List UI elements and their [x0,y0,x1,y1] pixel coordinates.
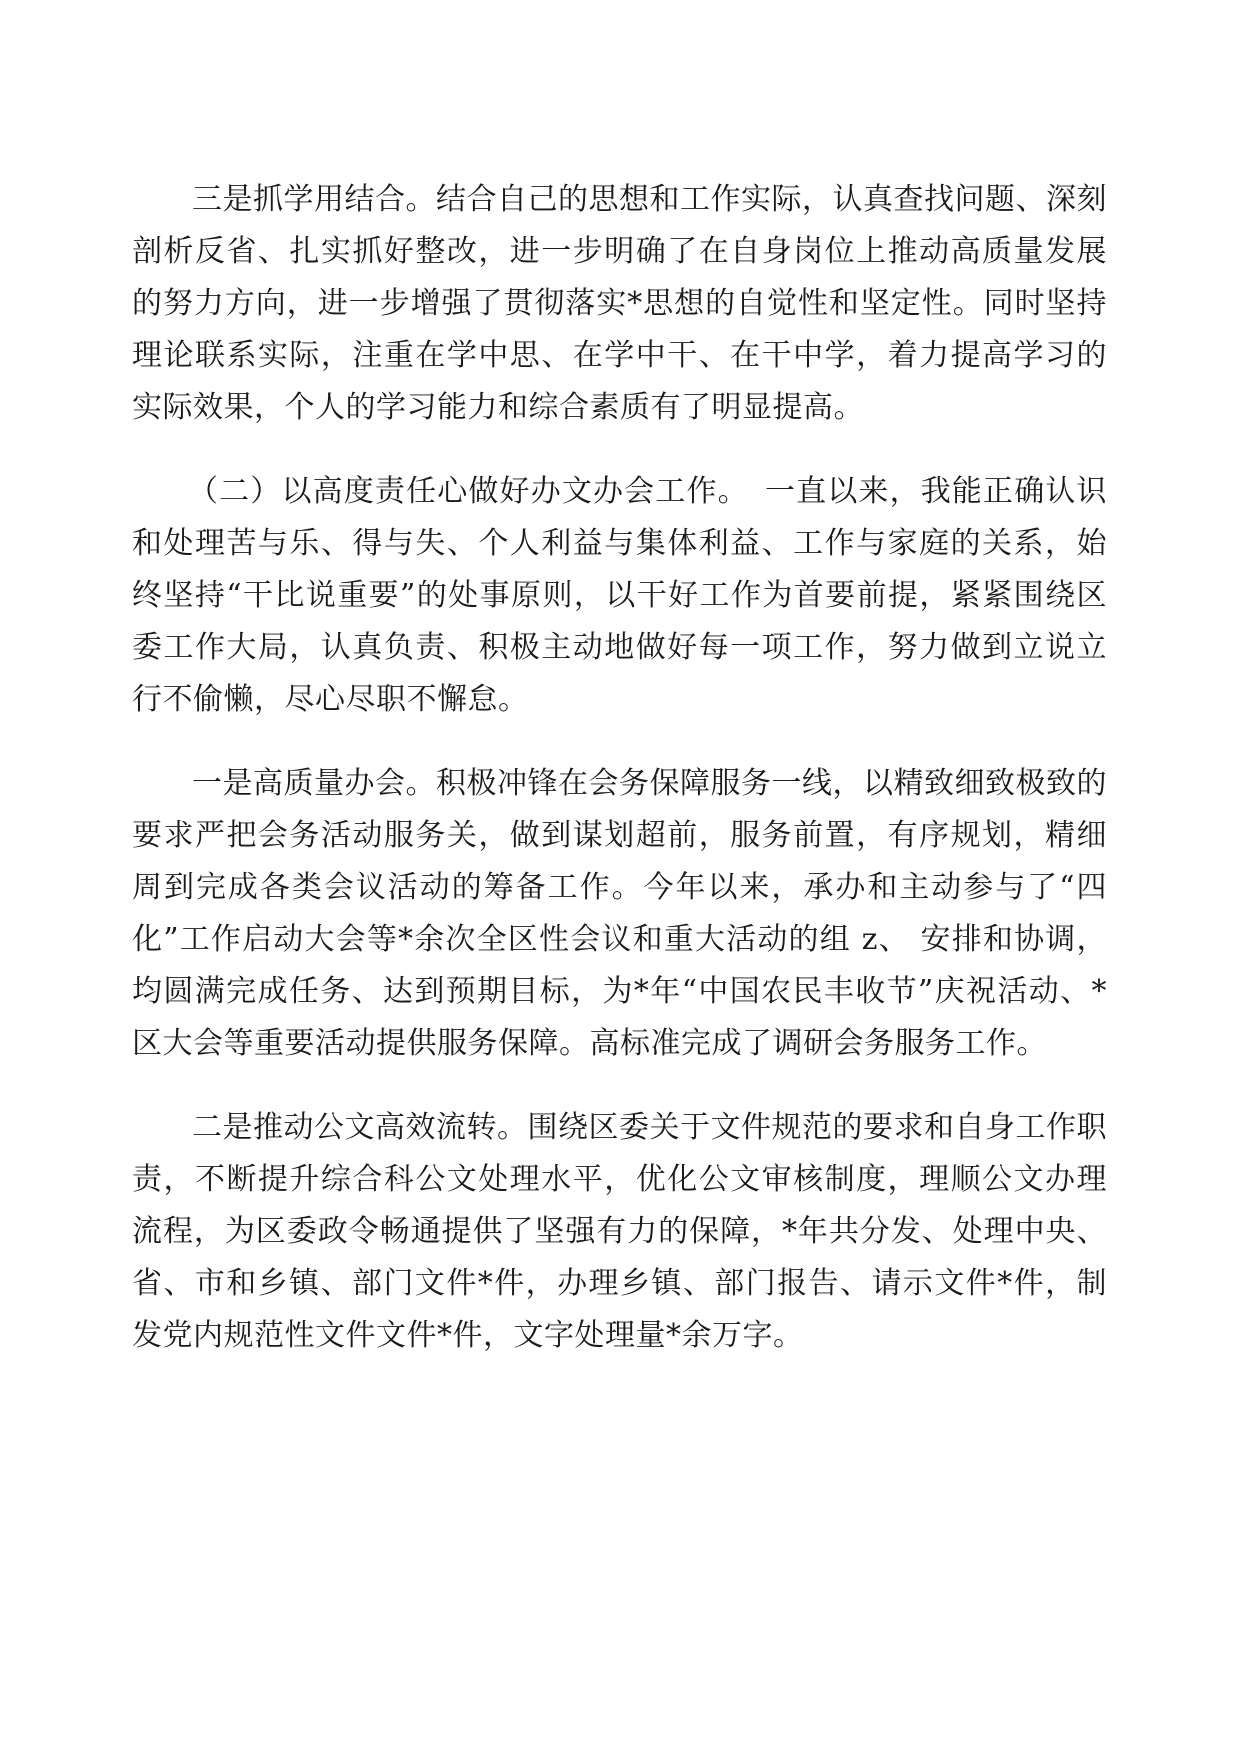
paragraph-study-application: 三是抓学用结合。结合自己的思想和工作实际，认真查找问题、深刻剖析反省、扎实抓好整改，进一步明确了在自身岗位上推动高质量发展的努力方向，进一步增强了贯彻落实*思想的自觉性和坚定性。同时坚持理论联系实际，注重在学中思、在学中干、在干中学，着力提高学习的实际效果，个人的学习能力和综合素质有了明显提高。 [132,182,1107,425]
document-body [132,174,1107,1394]
paragraph-high-quality-meetings: 一是高质量办会。积极冲锋在会务保障服务一线，以精致细致极致的要求严把会务活动服务关，做到谋划超前，服务前置，有序规划，精细周到完成各类会议活动的筹备工作。今年以来，承办和主动参与了“四化”工作启动大会等*余次全区性会议和重大活动的组 z、 安排和协调，均圆满完成任务、达到预期目标，为*年“中国农民丰收节”庆祝活动、*区大会等重要活动提供服务保障。高标准完成了调研会务服务工作。 [132,766,1107,1061]
paragraph-document-circulation: 二是推动公文高效流转。围绕区委关于文件规范的要求和自身工作职责，不断提升综合科公文处理水平，优化公文审核制度，理顺公文办理流程，为区委政令畅通提供了坚强有力的保障，*年共分发、处理中央、省、市和乡镇、部门文件*件，办理乡镇、部门报告、请示文件*件，制发党内规范性文件文件*件，文字处理量*余万字。 [132,1110,1107,1353]
paragraph-document-meeting-work: （二）以高度责任心做好办文办会工作。 一直以来，我能正确认识和处理苦与乐、得与失、个人利益与集体利益、工作与家庭的关系，始终坚持“干比说重要”的处事原则，以干好工作为首要前提，紧紧围绕区委工作大局，认真负责、积极主动地做好每一项工作，努力做到立说立行不偷懒，尽心尽职不懈怠。 [132,474,1107,717]
